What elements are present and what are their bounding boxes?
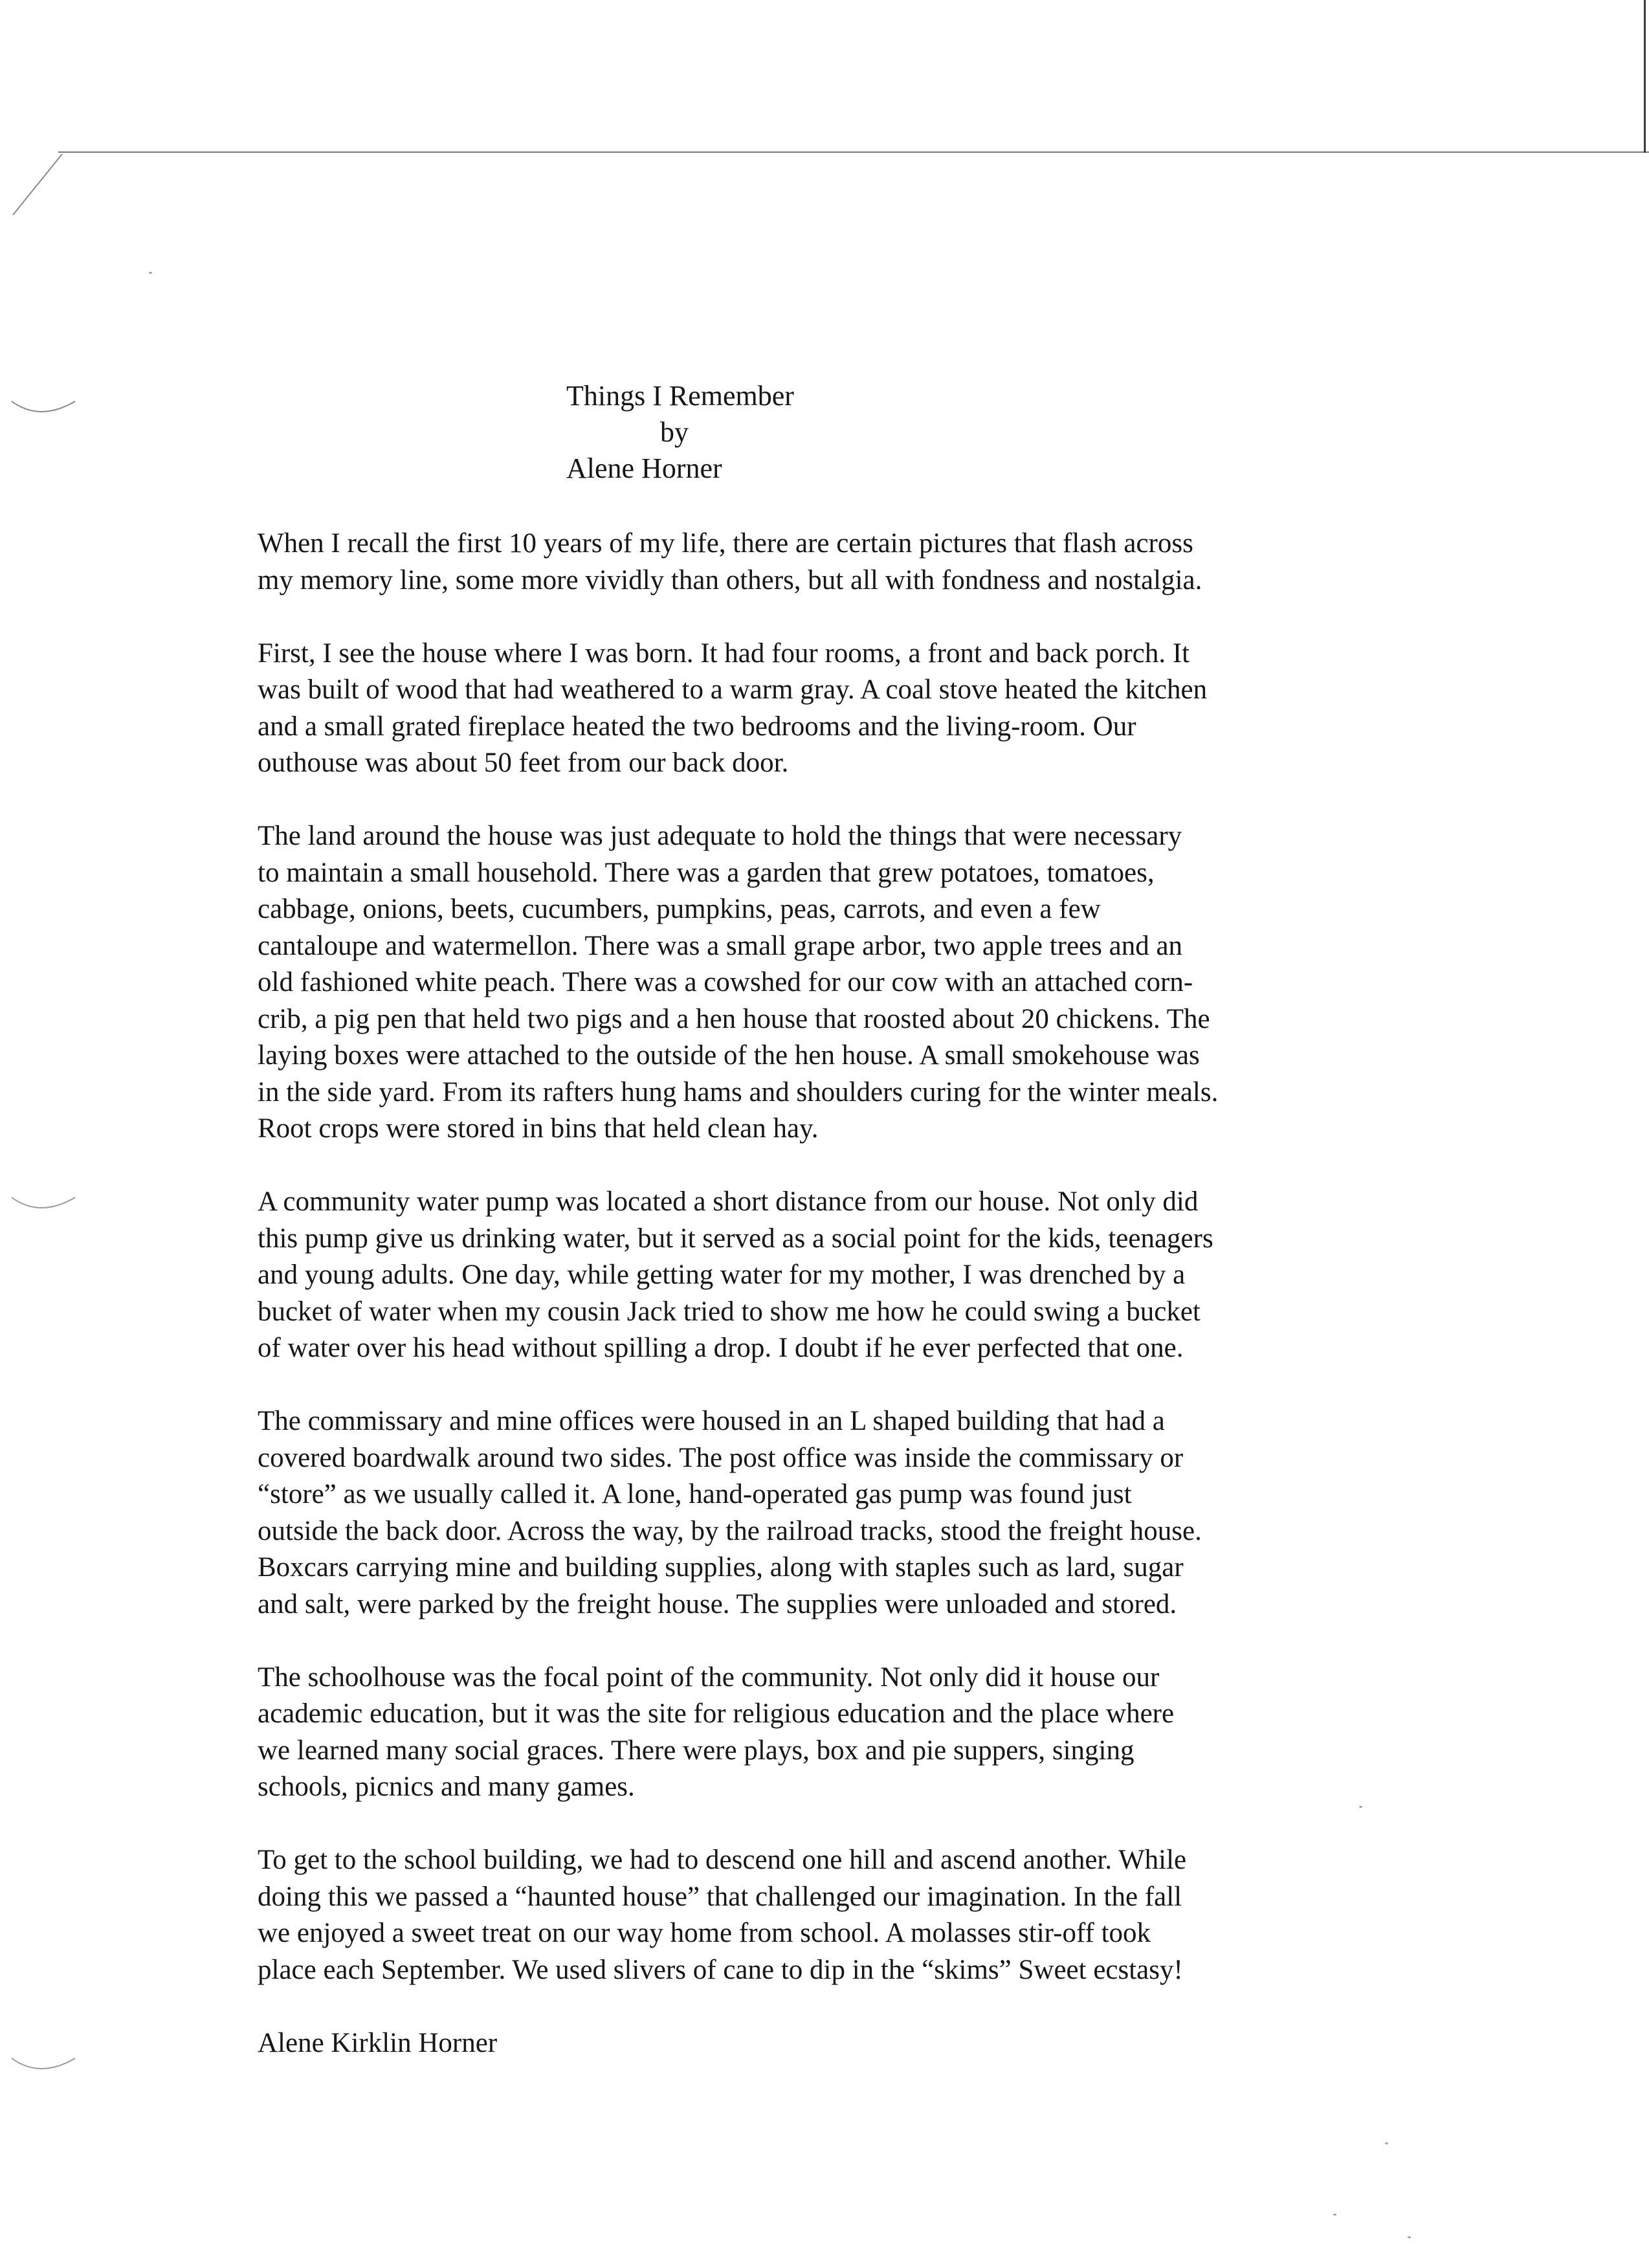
signature: Alene Kirklin Horner bbox=[258, 2027, 498, 2058]
text-line: this pump give us drinking water, but it served as a social point for the kids, teenagers bbox=[258, 1223, 1213, 1254]
paragraph bbox=[258, 1184, 1397, 1367]
text-line: old fashioned white peach. There was a cowshed for our cow with an attached corn- bbox=[258, 967, 1193, 997]
paragraph bbox=[258, 526, 1397, 599]
text-line: place each September. We used slivers of cane to dip in the “skims” Sweet ecstasy! bbox=[258, 1954, 1183, 1985]
text-line: The schoolhouse was the focal point of the community. Not only did it house our bbox=[258, 1662, 1160, 1693]
text-line: bucket of water when my cousin Jack tried to show me how he could swing a bucket bbox=[258, 1296, 1201, 1327]
page-right-edge bbox=[1644, 0, 1646, 153]
paragraph bbox=[258, 818, 1397, 1148]
text-line: in the side yard. From its rafters hung hams and shoulders curing for the winter meals. bbox=[258, 1076, 1219, 1107]
text-line: doing this we passed a “haunted house” that challenged our imagination. In the fall bbox=[258, 1881, 1182, 1912]
text-line: to maintain a small household. There was a garden that grew potatoes, tomatoes, bbox=[258, 857, 1155, 888]
corner-fold-mark bbox=[12, 153, 63, 217]
scan-speck bbox=[149, 272, 152, 274]
text-line: crib, a pig pen that held two pigs and a hen house that roosted about 20 chickens. The bbox=[258, 1003, 1210, 1034]
text-line: and young adults. One day, while getting water for my mother, I was drenched by a bbox=[258, 1260, 1186, 1290]
scan-speck bbox=[1333, 2214, 1336, 2216]
byline-by: by bbox=[660, 416, 689, 448]
scan-speck bbox=[1408, 2236, 1411, 2238]
document-body bbox=[258, 526, 1397, 2098]
text-line: cantaloupe and watermellon. There was a small grape arbor, two apple trees and an bbox=[258, 930, 1183, 961]
paragraph bbox=[258, 1660, 1397, 1806]
text-line: schools, picnics and many games. bbox=[258, 1772, 635, 1802]
punch-hole-mark-bottom bbox=[8, 2045, 79, 2084]
text-line: outside the back door. Across the way, by the railroad tracks, stood the freight house. bbox=[258, 1515, 1202, 1546]
text-line: cabbage, onions, beets, cucumbers, pumpkins, peas, carrots, and even a few bbox=[258, 894, 1101, 924]
text-line: First, I see the house where I was born. It had four rooms, a front and back porch. It bbox=[258, 638, 1190, 669]
text-line: and salt, were parked by the freight house. The supplies were unloaded and stored. bbox=[258, 1588, 1177, 1619]
page-top-edge bbox=[58, 151, 1649, 153]
paragraph bbox=[258, 1403, 1397, 1623]
document-title: Things I Remember bbox=[566, 380, 794, 412]
punch-hole-mark-top bbox=[8, 388, 79, 427]
text-line: Root crops were stored in bins that held clean hay. bbox=[258, 1113, 819, 1144]
text-line: outhouse was about 50 feet from our back door. bbox=[258, 748, 789, 778]
scan-speck bbox=[1385, 2142, 1388, 2144]
text-line: “store” as we usually called it. A lone, hand-operated gas pump was found just bbox=[258, 1479, 1132, 1509]
text-line: Boxcars carrying mine and building supplies, along with staples such as lard, sugar bbox=[258, 1552, 1184, 1583]
text-line: The land around the house was just adequate to hold the things that were necessary bbox=[258, 821, 1182, 851]
punch-hole-mark-middle bbox=[8, 1184, 79, 1223]
text-line: laying boxes were attached to the outside of the hen house. A small smokehouse was bbox=[258, 1040, 1200, 1071]
paragraph bbox=[258, 636, 1397, 782]
text-line: we enjoyed a sweet treat on our way home from school. A molasses stir-off took bbox=[258, 1918, 1151, 1948]
text-line: The commissary and mine offices were housed in an L shaped building that had a bbox=[258, 1406, 1165, 1436]
text-line: A community water pump was located a short distance from our house. Not only did bbox=[258, 1186, 1199, 1217]
text-line: academic education, but it was the site for religious education and the place where bbox=[258, 1698, 1175, 1729]
text-line: and a small grated fireplace heated the two bedrooms and the living-room. Our bbox=[258, 711, 1136, 742]
paragraph bbox=[258, 1842, 1397, 1988]
text-line: we learned many social graces. There were plays, box and pie suppers, singing bbox=[258, 1735, 1134, 1766]
text-line: my memory line, some more vividly than others, but all with fondness and nostalgia. bbox=[258, 564, 1202, 595]
title-block bbox=[566, 378, 794, 487]
document-author: Alene Horner bbox=[566, 452, 722, 484]
text-line: of water over his head without spilling a drop. I doubt if he ever perfected that one. bbox=[258, 1333, 1184, 1363]
text-line: was built of wood that had weathered to a warm gray. A coal stove heated the kitchen bbox=[258, 674, 1208, 705]
text-line: To get to the school building, we had to descend one hill and ascend another. While bbox=[258, 1845, 1187, 1875]
text-line: When I recall the first 10 years of my life, there are certain pictures that flash across bbox=[258, 528, 1193, 559]
text-line: covered boardwalk around two sides. The post office was inside the commissary or bbox=[258, 1442, 1184, 1473]
